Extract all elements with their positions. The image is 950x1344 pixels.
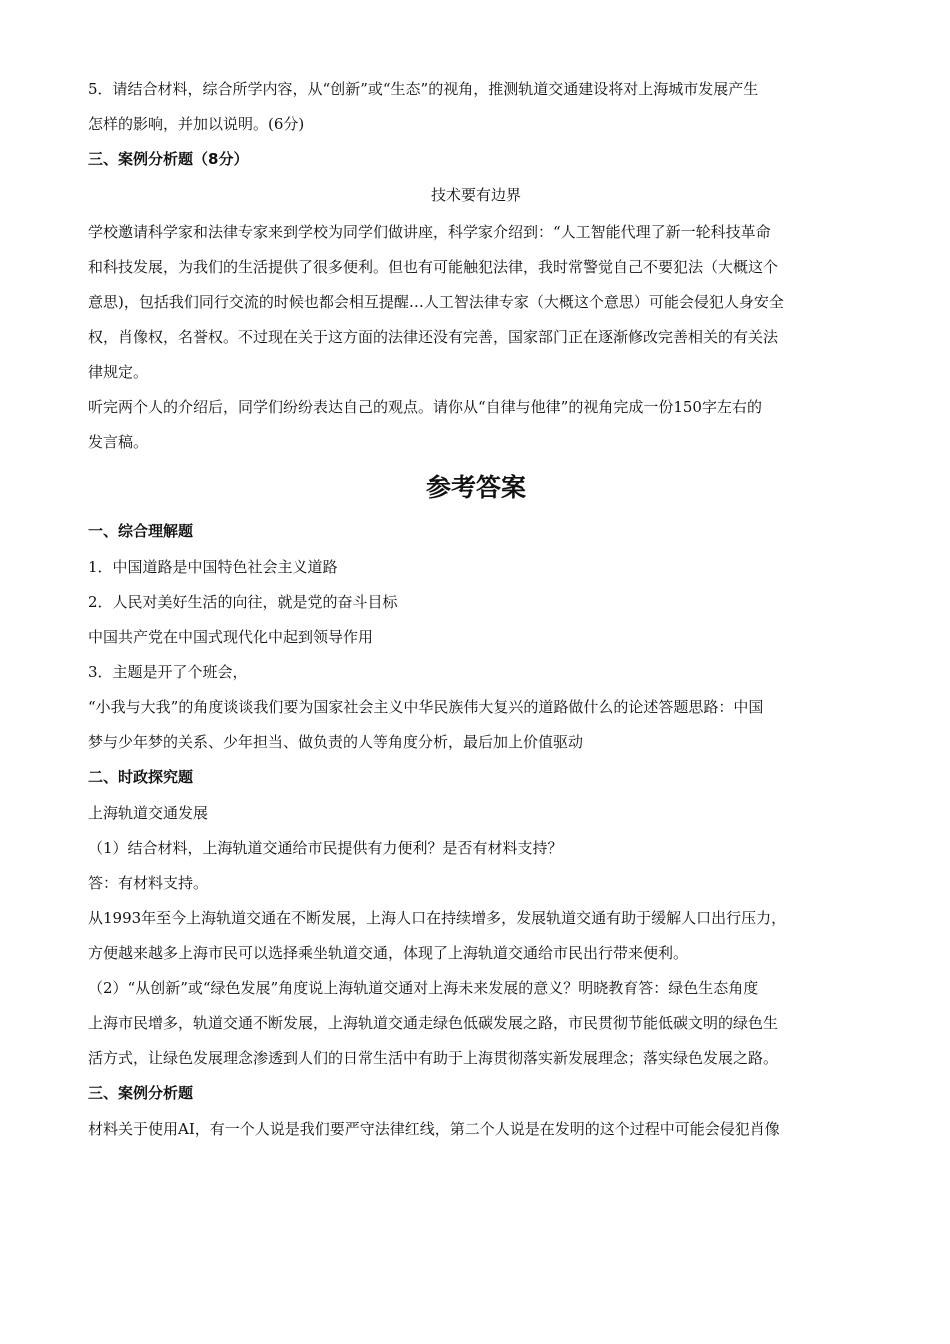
case-material-line: 权，肖像权，名誉权。不过现在关于这方面的法律还没有完善，国家部门正在逐渐修改完善相关的有关法 bbox=[88, 328, 779, 346]
answer-line: 梦与少年梦的关系、少年担当、做负责的人等角度分析，最后加上价值驱动 bbox=[88, 733, 584, 751]
answer-line: 上海轨道交通发展 bbox=[88, 804, 209, 822]
answers-section-1-heading: 一、综合理解题 bbox=[88, 522, 194, 540]
case-task-line: 发言稿。 bbox=[88, 433, 149, 451]
answer-line: 活方式，让绿色发展理念渗透到人们的日常生活中有助于上海贯彻落实新发展理念；落实绿色发展之路。 bbox=[88, 1049, 779, 1067]
answer-line: （2）“从创新”或“绿色发展”角度说上海轨道交通对上海未来发展的意义？明晓教育答：绿色生态角度 bbox=[88, 979, 759, 997]
case-material-line: 意思)，包括我们同行交流的时候也都会相互提醒…人工智法律专家（大概这个意思）可能会侵犯人身安全 bbox=[88, 293, 784, 311]
answers-section-2 bbox=[88, 796, 864, 1076]
answer-line: 中国共产党在中国式现代化中起到领导作用 bbox=[88, 628, 374, 646]
answer-line: （1）结合材料，上海轨道交通给市民提供有力便利？是否有材料支持？ bbox=[88, 839, 563, 857]
answers-section-1 bbox=[88, 550, 864, 760]
case-material-line: 律规定。 bbox=[88, 363, 149, 381]
answer-line: 材料关于使用AI，有一个人说是我们要严守法律红线，第二个人说是在发明的这个过程中可能会侵犯肖像 bbox=[88, 1120, 780, 1138]
case-material-line: 和科技发展，为我们的生活提供了很多便利。但也有可能触犯法律，我时常警觉自己不要犯法（大概这个 bbox=[88, 258, 779, 276]
section-3-heading: 三、案例分析题（8分） bbox=[88, 150, 249, 168]
answer-line: 上海市民增多，轨道交通不断发展，上海轨道交通走绿色低碳发展之路，市民贯彻节能低碳文明的绿色生 bbox=[88, 1014, 779, 1032]
answer-line: 1．中国道路是中国特色社会主义道路 bbox=[88, 558, 338, 576]
answers-title: 参考答案 bbox=[425, 473, 526, 502]
answers-section-3-heading: 三、案例分析题 bbox=[88, 1084, 194, 1102]
case-task bbox=[88, 390, 864, 460]
case-title: 技术要有边界 bbox=[430, 186, 521, 204]
answer-line: 3．主题是开了个班会， bbox=[88, 663, 248, 681]
answer-line: 2．人民对美好生活的向往，就是党的奋斗目标 bbox=[88, 593, 398, 611]
case-task-line: 听完两个人的介绍后，同学们纷纷表达自己的观点。请你从“自律与他律”的视角完成一份150字左右的 bbox=[88, 398, 762, 416]
answers-section-3 bbox=[88, 1112, 864, 1147]
answer-line: 答：有材料支持。 bbox=[88, 874, 209, 892]
case-material-line: 学校邀请科学家和法律专家来到学校为同学们做讲座，科学家介绍到：“人工智能代理了新一轮科技革命 bbox=[88, 223, 771, 241]
answer-line: 方便越来越多上海市民可以选择乘坐轨道交通，体现了上海轨道交通给市民出行带来便利。 bbox=[88, 944, 689, 962]
question-5-line-2: 怎样的影响，并加以说明。(6分) bbox=[88, 115, 305, 133]
document-page bbox=[88, 72, 864, 1147]
case-material bbox=[88, 215, 864, 390]
answer-line: 从1993年至今上海轨道交通在不断发展，上海人口在持续增多，发展轨道交通有助于缓解人口出行压力， bbox=[88, 909, 787, 927]
question-5-line-1: 5．请结合材料，综合所学内容，从“创新”或“生态”的视角，推测轨道交通建设将对上海城市发展产生 bbox=[88, 80, 759, 98]
answers-section-2-heading: 二、时政探究题 bbox=[88, 768, 194, 786]
question-5 bbox=[88, 72, 864, 142]
answer-line: “小我与大我”的角度谈谈我们要为国家社会主义中华民族伟大复兴的道路做什么的论述答题思路：中国 bbox=[88, 698, 764, 716]
